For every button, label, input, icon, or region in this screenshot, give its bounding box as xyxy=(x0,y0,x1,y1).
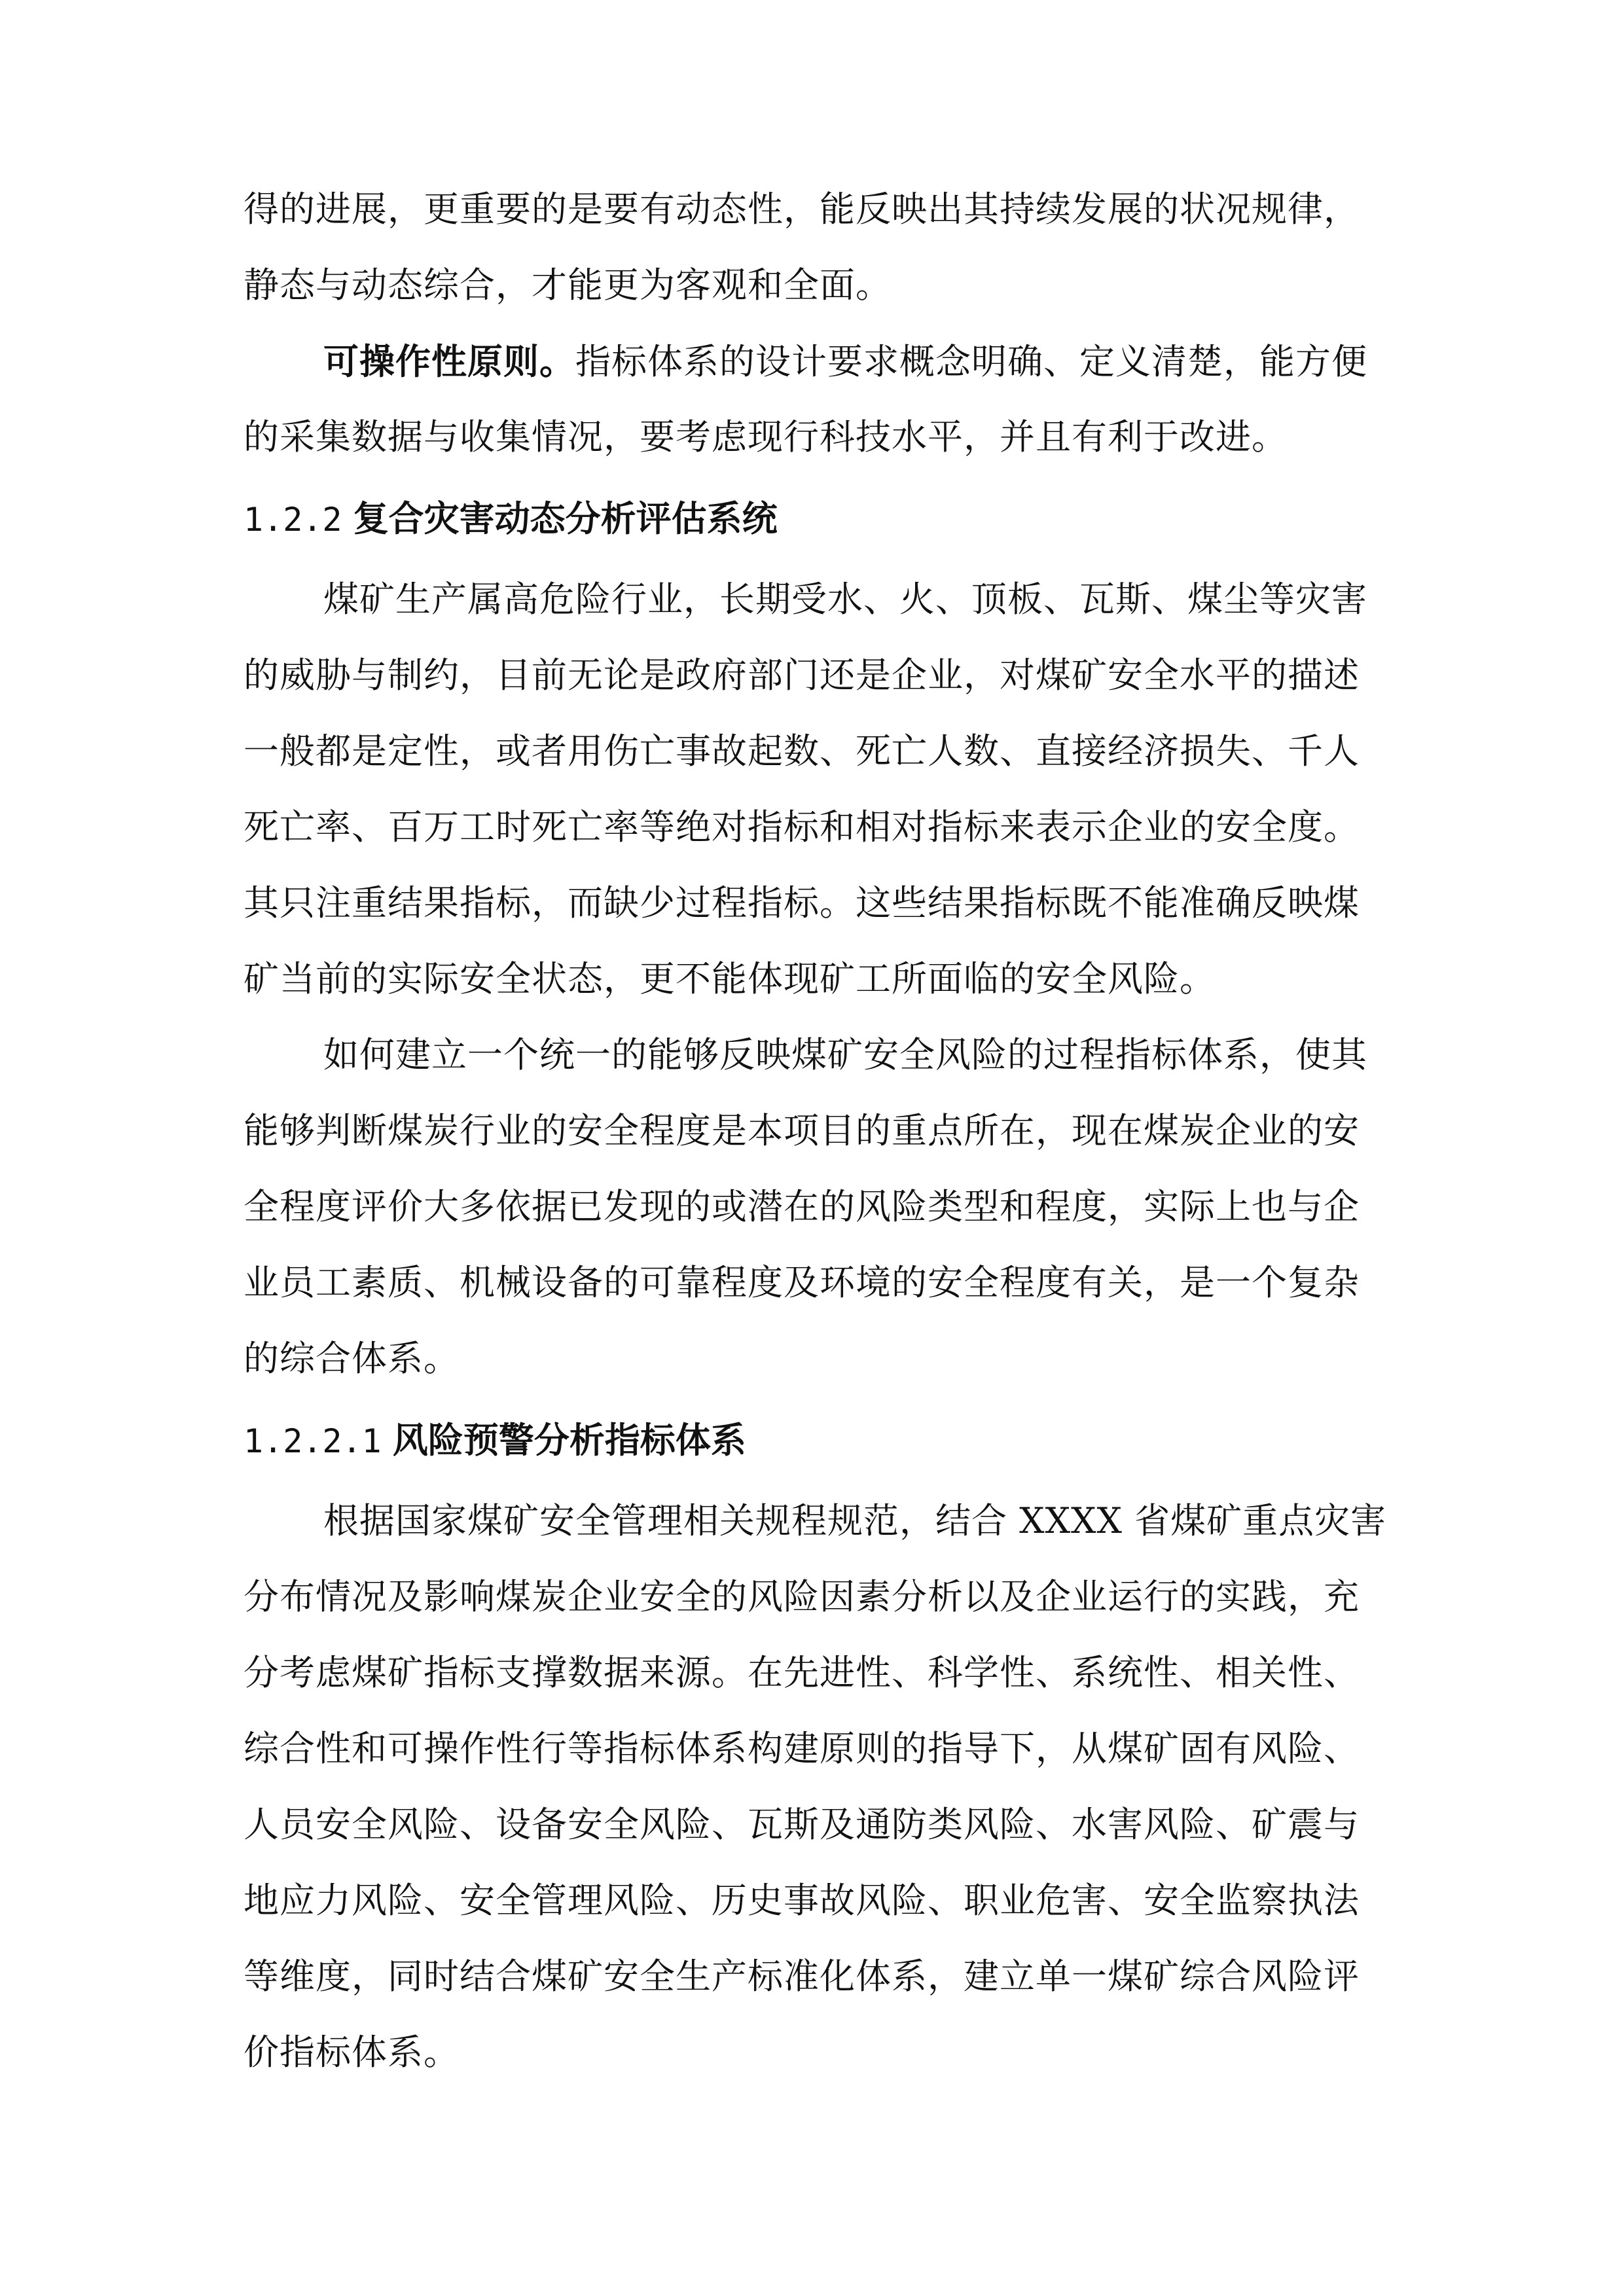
text-line: 地应力风险、安全管理风险、历史事故风险、职业危害、安全监察执法 xyxy=(244,1880,1360,1921)
text-line: 的威胁与制约，目前无论是政府部门还是企业，对煤矿安全水平的描述 xyxy=(244,655,1360,696)
section-number: 1.2.2 xyxy=(244,501,342,539)
text-line: 得的进展，更重要的是要有动态性，能反映出其持续发展的状况规律， xyxy=(244,188,1360,230)
lead-rest-text: 指标体系的设计要求概念明确、定义清楚，能方便 xyxy=(575,341,1367,382)
text-line: 分考虑煤矿指标支撑数据来源。在先进性、科学性、系统性、相关性、 xyxy=(244,1652,1360,1693)
paragraph-index-system xyxy=(244,1017,1409,1397)
section-title: 复合灾害动态分析评估系统 xyxy=(353,497,778,539)
text-line: 人员安全风险、设备安全风险、瓦斯及通防类风险、水害风险、矿震与 xyxy=(244,1804,1360,1845)
text-line: 全程度评价大多依据已发现的或潜在的风险类型和程度，实际上也与企 xyxy=(244,1186,1360,1227)
text-line: 综合性和可操作性行等指标体系构建原则的指导下，从煤矿固有风险、 xyxy=(244,1728,1360,1769)
section-number: 1.2.2.1 xyxy=(244,1422,382,1460)
text-line: 死亡率、百万工时死亡率等绝对指标和相对指标来表示企业的安全度。 xyxy=(244,806,1360,848)
text-line: 的综合体系。 xyxy=(244,1338,460,1379)
text-line: 煤矿生产属高危险行业，长期受水、火、顶板、瓦斯、煤尘等灾害 xyxy=(323,579,1367,620)
text-line: 等维度，同时结合煤矿安全生产标准化体系，建立单一煤矿综合风险评 xyxy=(244,1956,1360,1997)
text-line: 能够判断煤炭行业的安全程度是本项目的重点所在，现在煤炭企业的安 xyxy=(244,1110,1360,1151)
text-line: 矿当前的实际安全状态，更不能体现矿工所面临的安全风险。 xyxy=(244,958,1216,999)
text-line: 分布情况及影响煤炭企业安全的风险因素分析以及企业运行的实践，充 xyxy=(244,1576,1360,1617)
text-line: 如何建立一个统一的能够反映煤矿安全风险的过程指标体系，使其 xyxy=(323,1034,1367,1075)
text-line: 一般都是定性，或者用伤亡事故起数、死亡人数、直接经济损失、千人 xyxy=(244,730,1360,772)
text-line xyxy=(244,323,1409,399)
text-line: 其只注重结果指标，而缺少过程指标。这些结果指标既不能准确反映煤 xyxy=(244,882,1360,924)
section-title: 风险预警分析指标体系 xyxy=(392,1419,746,1461)
section-heading-1-2-2-1 xyxy=(244,1402,1409,1478)
text-line: 静态与动态综合，才能更为客观和全面。 xyxy=(244,264,892,306)
text-line: 业员工素质、机械设备的可靠程度及环境的安全程度有关，是一个复杂 xyxy=(244,1262,1360,1303)
paragraph-continuation xyxy=(244,171,1409,323)
section-heading-1-2-2 xyxy=(244,480,1409,556)
text-line: 价指标体系。 xyxy=(244,2032,460,2073)
paragraph-operability-principle xyxy=(244,323,1409,475)
bold-lead-text: 可操作性原则。 xyxy=(323,340,575,382)
paragraph-risk-warning-indicators xyxy=(244,1483,1409,2090)
text-line: 的采集数据与收集情况，要考虑现行科技水平，并且有利于改进。 xyxy=(244,416,1288,457)
text-line: 根据国家煤矿安全管理相关规程规范，结合 XXXX 省煤矿重点灾害 xyxy=(323,1500,1387,1541)
document-body xyxy=(244,171,1409,2090)
paragraph-coal-mine-risk xyxy=(244,562,1409,1017)
